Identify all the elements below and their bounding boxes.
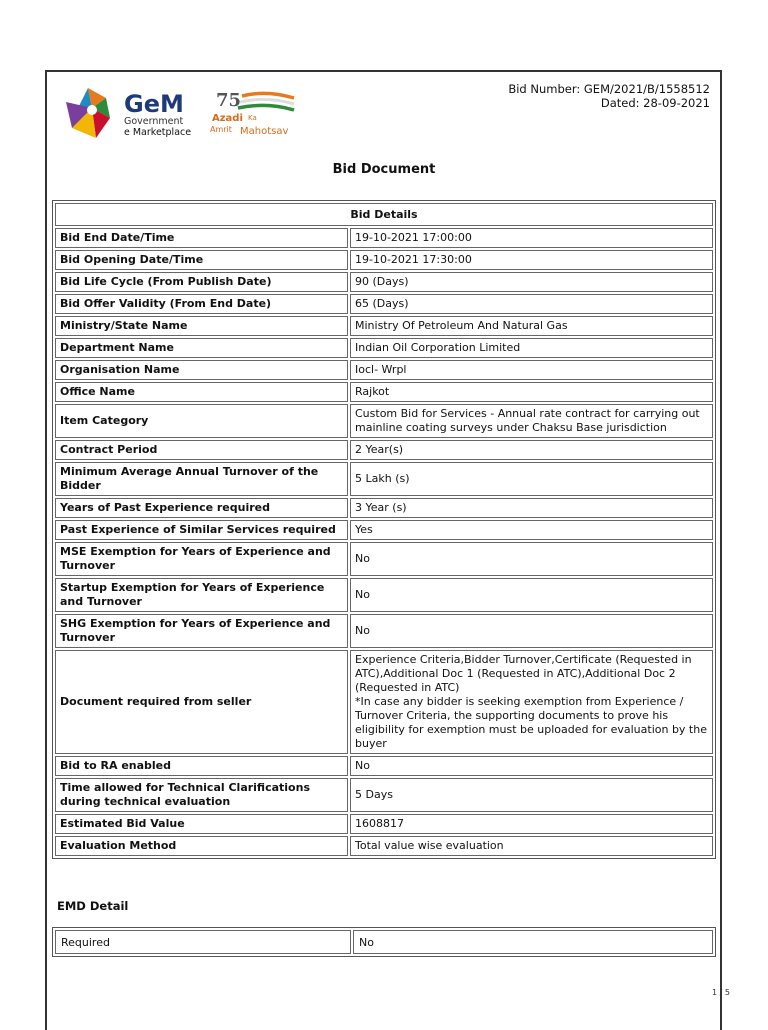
flag-stripes-icon [238,93,294,110]
row-value: 5 Lakh (s) [350,462,713,496]
row-value: 19-10-2021 17:30:00 [350,250,713,270]
table-row [55,440,713,460]
table-row [55,520,713,540]
row-label: Document required from seller [55,650,348,754]
row-label: MSE Exemption for Years of Experience and Turnover [55,542,348,576]
table-row [55,316,713,336]
bid-number: Bid Number: GEM/2021/B/1558512 [508,82,710,96]
row-value: 3 Year (s) [350,498,713,518]
row-label: Organisation Name [55,360,348,380]
bid-details-heading: Bid Details [55,203,713,226]
emd-required-label: Required [55,930,351,954]
azadi-logo [208,88,302,138]
bid-meta [508,82,710,110]
emd-table [52,927,716,957]
row-value: 1608817 [350,814,713,834]
row-value: 19-10-2021 17:00:00 [350,228,713,248]
row-label: Department Name [55,338,348,358]
table-row [55,814,713,834]
row-value: Yes [350,520,713,540]
row-label: Estimated Bid Value [55,814,348,834]
row-label: Bid End Date/Time [55,228,348,248]
row-label: Bid to RA enabled [55,756,348,776]
row-value: No [350,542,713,576]
row-label: Bid Opening Date/Time [55,250,348,270]
row-label: Evaluation Method [55,836,348,856]
row-value: 5 Days [350,778,713,812]
gem-star-icon [66,88,110,138]
azadi-logo-word1: Azadi [212,113,243,124]
row-value: Total value wise evaluation [350,836,713,856]
bid-details-body [55,203,713,856]
bid-details-table [52,200,716,859]
azadi-logo-ka: Ka [248,114,257,122]
bid-details-heading-row [55,203,713,226]
row-value: Indian Oil Corporation Limited [350,338,713,358]
row-value: 2 Year(s) [350,440,713,460]
gem-logo-sub1: Government [124,116,184,127]
row-label: Item Category [55,404,348,438]
azadi-logo-word3: Mahotsav [240,126,289,137]
gem-logo-sub2: e Marketplace [124,127,192,138]
emd-row [55,930,713,954]
row-label: Startup Exemption for Years of Experience and Turnover [55,578,348,612]
table-row [55,250,713,270]
table-row [55,756,713,776]
row-value: Iocl- Wrpl [350,360,713,380]
table-row [55,614,713,648]
row-label: Years of Past Experience required [55,498,348,518]
table-row [55,578,713,612]
row-value: No [350,614,713,648]
gem-logo [62,80,202,144]
table-row [55,338,713,358]
table-row [55,404,713,438]
row-value: No [350,756,713,776]
row-label: Contract Period [55,440,348,460]
table-row [55,360,713,380]
page-number: 1 / 5 [712,988,730,997]
bid-date: Dated: 28-09-2021 [600,96,710,110]
row-value: 65 (Days) [350,294,713,314]
azadi-logo-number: 75 [216,90,242,111]
row-value: Custom Bid for Services - Annual rate contract for carrying out mainline coating surveys under Chaksu Base jurisdiction [350,404,713,438]
table-row [55,462,713,496]
table-row [55,650,713,754]
azadi-logo-word2: Amrit [210,125,232,134]
table-row [55,382,713,402]
emd-section-title: EMD Detail [57,899,129,913]
row-value: No [350,578,713,612]
row-value: Rajkot [350,382,713,402]
row-value: Experience Criteria,Bidder Turnover,Certificate (Requested in ATC),Additional Doc 1 (Requested in ATC),Additional Doc 2 (Requested in ATC) *In case any bidder is seeking exemption from Experience / Turnover Criteria, the supporting documents to prove his eligibility for exemption must be uploaded for evaluation by the buyer [350,650,713,754]
table-row [55,294,713,314]
table-row [55,778,713,812]
table-row [55,498,713,518]
row-label: Past Experience of Similar Services required [55,520,348,540]
row-label: Bid Offer Validity (From End Date) [55,294,348,314]
table-row [55,542,713,576]
gem-logo-text: GeM [124,90,184,118]
row-label: Time allowed for Technical Clarifications during technical evaluation [55,778,348,812]
row-label: Office Name [55,382,348,402]
table-row [55,272,713,292]
table-row [55,836,713,856]
row-label: Minimum Average Annual Turnover of the Bidder [55,462,348,496]
row-label: SHG Exemption for Years of Experience and Turnover [55,614,348,648]
document-title: Bid Document [332,162,436,177]
row-label: Bid Life Cycle (From Publish Date) [55,272,348,292]
row-value: 90 (Days) [350,272,713,292]
table-row [55,228,713,248]
row-value: Ministry Of Petroleum And Natural Gas [350,316,713,336]
row-label: Ministry/State Name [55,316,348,336]
emd-required-value: No [353,930,713,954]
